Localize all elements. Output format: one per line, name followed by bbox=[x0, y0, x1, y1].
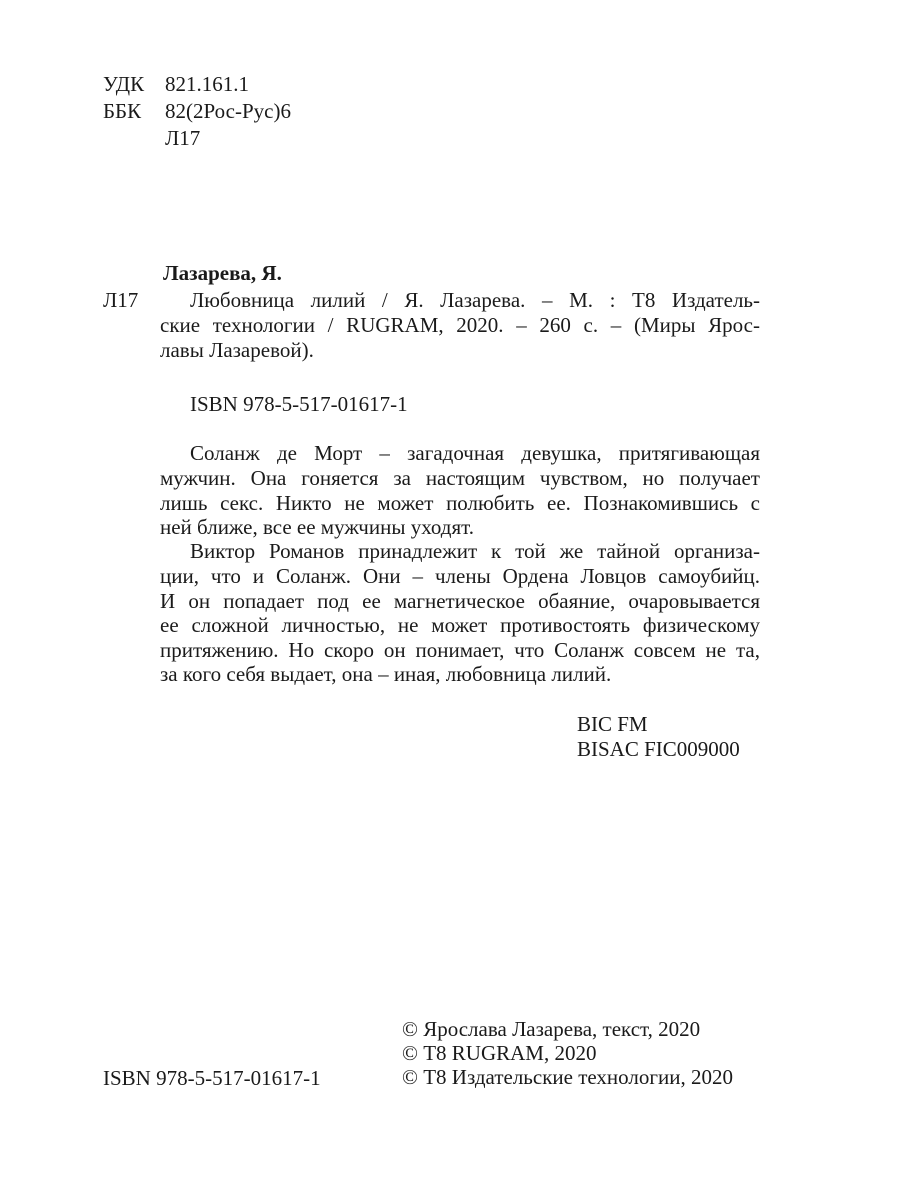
author-heading: Лазарева, Я. bbox=[163, 261, 282, 285]
annotation-paragraph-1-first bbox=[190, 441, 760, 466]
copyright-line: © Т8 RUGRAM, 2020 bbox=[402, 1041, 597, 1065]
annotation-paragraph-2 bbox=[160, 564, 760, 687]
bibliography-text-cont bbox=[160, 313, 760, 362]
bibliography-line: лавы Лазаревой). bbox=[160, 337, 314, 362]
udk-label: УДК bbox=[103, 72, 145, 96]
annotation-line: за кого себя выдает, она – иная, любовница лилий. bbox=[160, 662, 612, 686]
annotation-paragraph-1 bbox=[160, 466, 760, 540]
bibliography-line: Любовница лилий / Я. Лазарева. – М. : Т8 Издатель- bbox=[190, 288, 760, 312]
copyright-line: © Ярослава Лазарева, текст, 2020 bbox=[402, 1017, 701, 1041]
annotation-line: ней ближе, все ее мужчины уходят. bbox=[160, 515, 474, 539]
footer-isbn: ISBN 978-5-517-01617-1 bbox=[103, 1066, 321, 1090]
bisac-code: BISAC FIC009000 bbox=[577, 737, 740, 761]
isbn: ISBN 978-5-517-01617-1 bbox=[190, 392, 408, 416]
annotation-line: Виктор Романов принадлежит к той же тайной организа- bbox=[190, 539, 760, 563]
bbk-label: ББК bbox=[103, 99, 142, 123]
annotation-line: ее сложной личностью, не может противостоять физическому bbox=[160, 613, 760, 637]
bbk-value: 82(2Рос-Рус)6 bbox=[165, 99, 291, 123]
annotation-line: притяжению. Но скоро он понимает, что Соланж совсем не та, bbox=[160, 637, 760, 662]
annotation-line: лишь секс. Никто не может полюбить ее. Познакомившись с bbox=[160, 490, 760, 515]
copyright-list bbox=[402, 1017, 733, 1089]
bibliography-line: ские технологии / RUGRAM, 2020. – 260 с. – (Миры Ярос- bbox=[160, 313, 760, 337]
margin-mark: Л17 bbox=[103, 288, 139, 312]
annotation-line: мужчин. Она гоняется за настоящим чувством, но получает bbox=[160, 466, 760, 490]
annotation-line: ции, что и Соланж. Они – члены Ордена Ловцов самоубийц. bbox=[160, 564, 760, 588]
bic-code: BIC FM bbox=[577, 712, 648, 736]
copyright-line: © Т8 Издательские технологии, 2020 bbox=[402, 1065, 733, 1089]
udk-value: 821.161.1 bbox=[165, 72, 249, 96]
bibliography-text bbox=[190, 288, 760, 313]
annotation-line: И он попадает под ее магнетическое обаяние, очаровывается bbox=[160, 588, 760, 613]
annotation-paragraph-2-first bbox=[190, 539, 760, 564]
annotation-line: Соланж де Морт – загадочная девушка, притягивающая bbox=[190, 441, 760, 465]
author-mark: Л17 bbox=[165, 126, 201, 150]
